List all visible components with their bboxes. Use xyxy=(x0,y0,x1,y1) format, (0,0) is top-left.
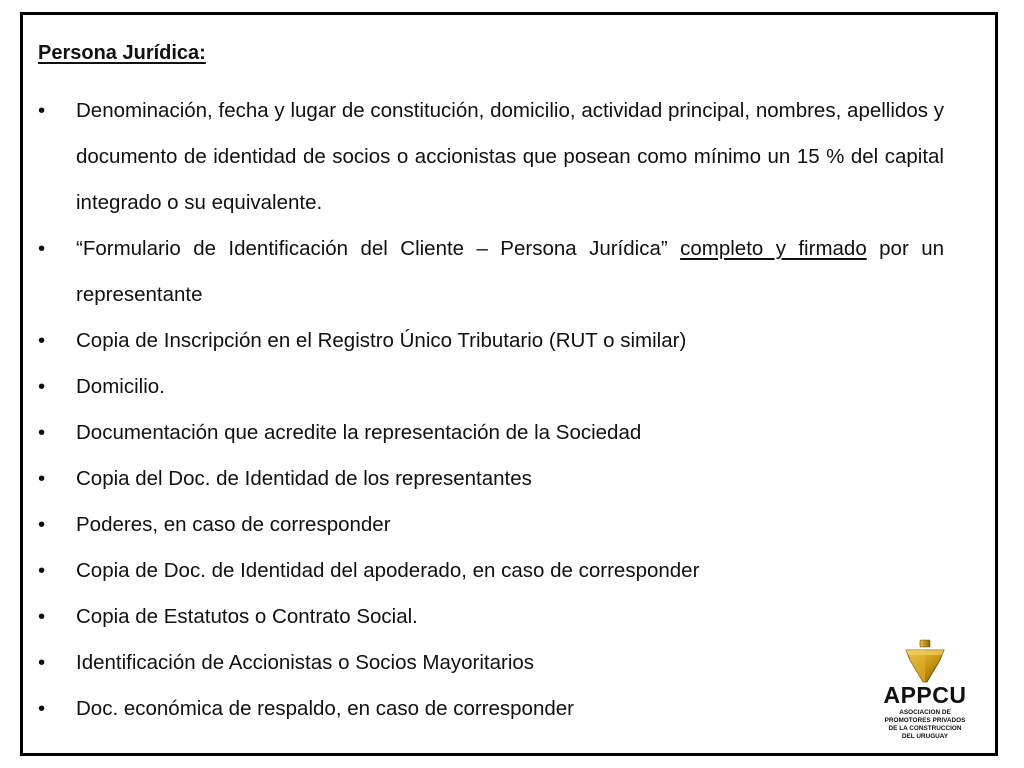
bullet-icon: • xyxy=(38,513,46,536)
list-item-text: Copia del Doc. de Identidad de los representantes xyxy=(76,467,532,490)
list-item xyxy=(38,226,944,318)
list-item-text: Identificación de Accionistas o Socios Mayoritarios xyxy=(76,651,535,674)
list-item xyxy=(38,640,944,686)
list-item xyxy=(38,502,944,548)
list-item xyxy=(38,594,944,640)
list-item-text: por un representante xyxy=(76,237,945,306)
list-item-text: Poderes, en caso de corresponder xyxy=(76,513,391,536)
requirements-list xyxy=(38,88,944,732)
list-item xyxy=(38,456,944,502)
bullet-icon: • xyxy=(38,605,46,628)
list-item xyxy=(38,364,944,410)
bullet-icon: • xyxy=(38,99,46,122)
list-item-text: Copia de Estatutos o Contrato Social. xyxy=(76,605,418,628)
list-item xyxy=(38,548,944,594)
underlined-text: completo y firmado xyxy=(680,237,867,260)
bullet-icon: • xyxy=(38,375,46,398)
list-item-text: Documentación que acredite la representación de la Sociedad xyxy=(76,421,642,444)
list-item-text: Denominación, fecha y lugar de constitución, domicilio, actividad principal, nombres, apellidos y documento de identidad de socios o accionistas que posean como mínimo un 15 % del capital integrado o su equivalente. xyxy=(76,99,944,214)
list-item-text: Copia de Inscripción en el Registro Único Tributario (RUT o similar) xyxy=(76,329,687,352)
list-item xyxy=(38,318,944,364)
plumb-bob-icon xyxy=(896,638,954,684)
bullet-icon: • xyxy=(38,467,46,490)
list-item-text: “Formulario de Identificación del Cliente – Persona Jurídica” xyxy=(76,237,668,260)
appcu-logo xyxy=(868,638,982,746)
list-item xyxy=(38,88,944,226)
bullet-icon: • xyxy=(38,237,46,260)
list-item xyxy=(38,686,944,732)
list-item-text: Domicilio. xyxy=(76,375,165,398)
list-item-text: Copia de Doc. de Identidad del apoderado, en caso de corresponder xyxy=(76,559,700,582)
logo-subtitle: ASOCIACION DE PROMOTORES PRIVADOS DE LA CONSTRUCCION DEL URUGUAY xyxy=(884,709,966,740)
bullet-icon: • xyxy=(38,421,46,444)
bullet-icon: • xyxy=(38,559,46,582)
logo-title: APPCU xyxy=(883,682,967,708)
bullet-icon: • xyxy=(38,329,46,352)
list-item-text: Doc. económica de respaldo, en caso de corresponder xyxy=(76,697,574,720)
list-item xyxy=(38,410,944,456)
bullet-icon: • xyxy=(38,651,46,674)
bullet-icon: • xyxy=(38,697,46,720)
slide-heading: Persona Jurídica: xyxy=(38,42,206,64)
